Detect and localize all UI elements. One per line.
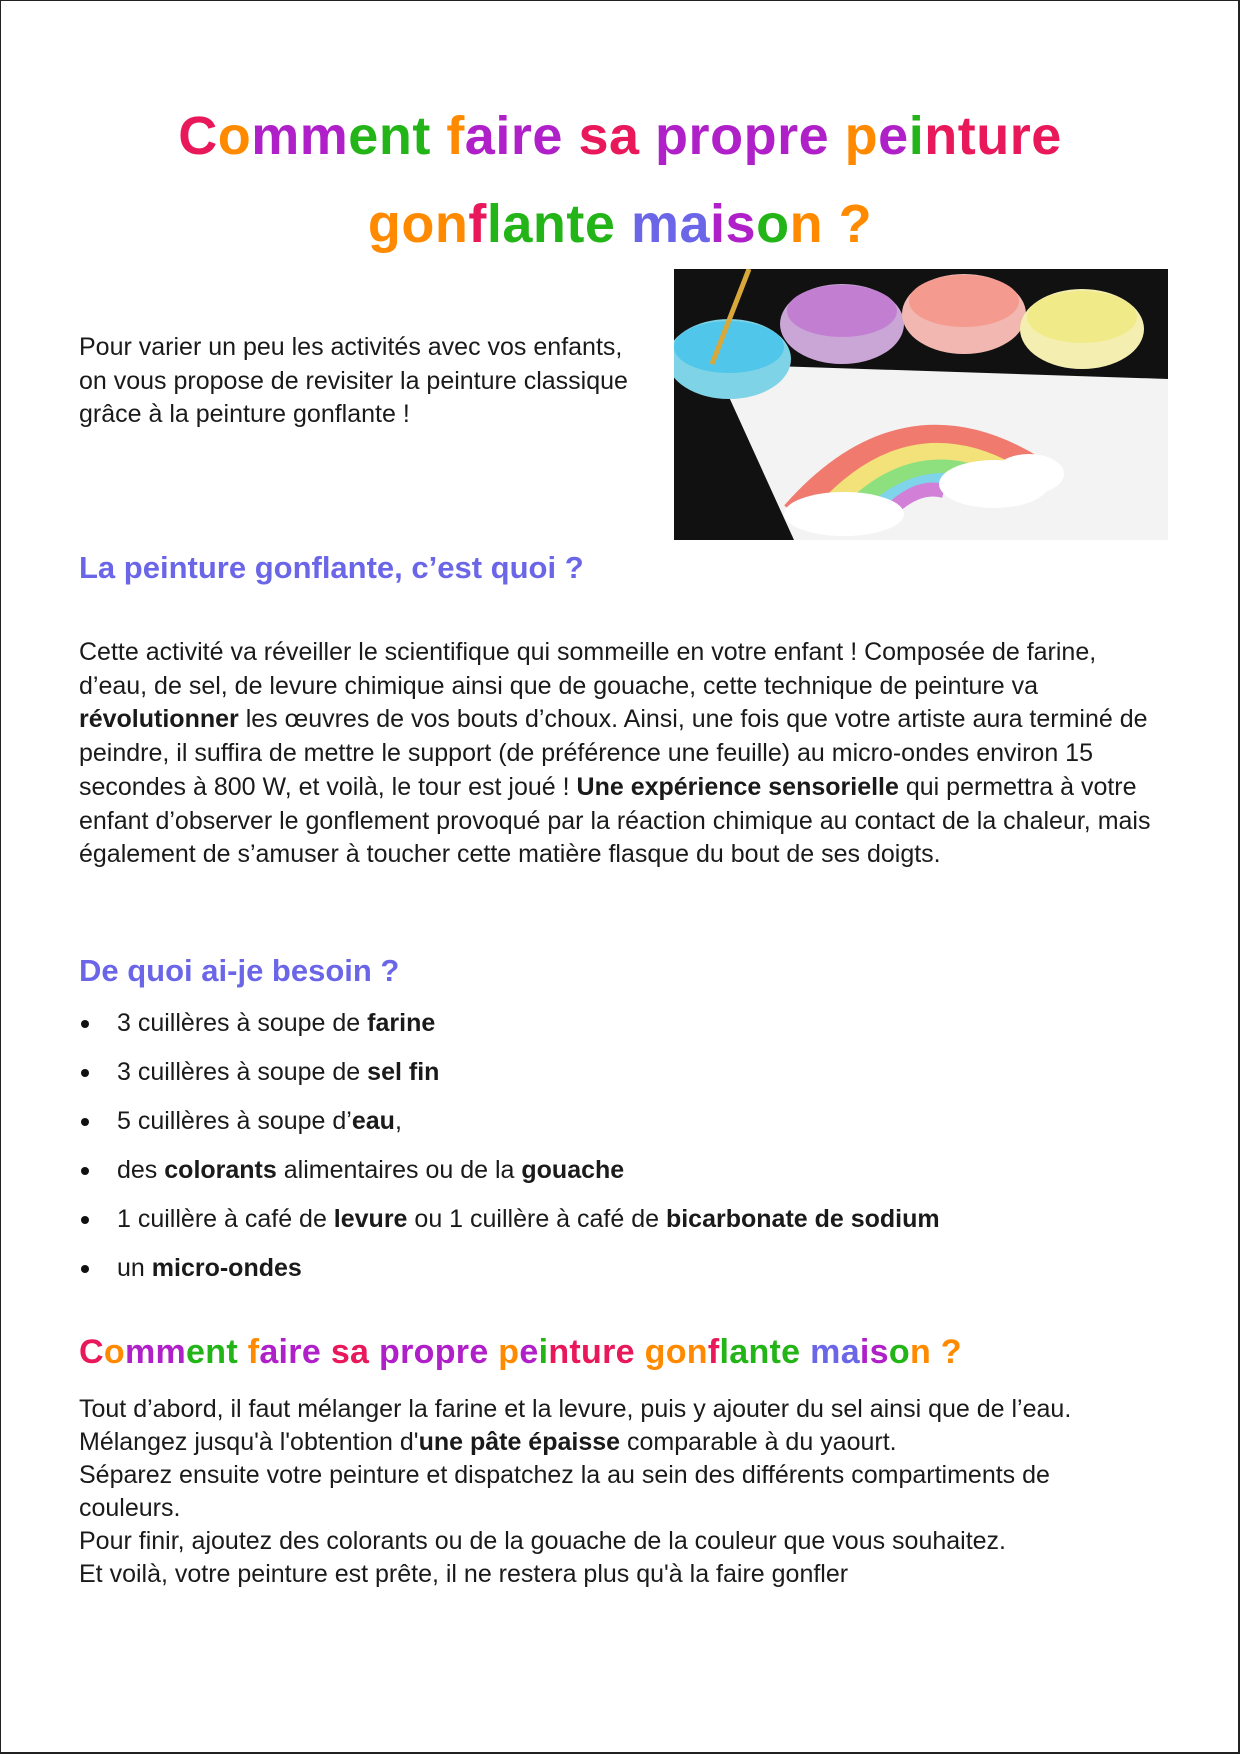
list-item: un micro-ondes: [79, 1248, 940, 1297]
title-letter: u: [976, 106, 1010, 166]
title-letter: n: [909, 1333, 932, 1371]
title-letter: r: [602, 1333, 616, 1371]
title-letter: e: [519, 1333, 539, 1371]
title-letter: o: [103, 1333, 125, 1371]
list-item: 3 cuillères à soupe de sel fin: [79, 1052, 940, 1101]
step-4: Pour finir, ajoutez des colorants ou de la gouache de la couleur que vous souhaitez.: [79, 1527, 1007, 1555]
title-letter: p: [844, 106, 879, 166]
bullet-icon: [81, 1265, 89, 1273]
step-5: Et voilà, votre peinture est prête, il ne restera plus qu'à la faire gonfler: [79, 1560, 849, 1588]
title-letter: o: [888, 1333, 910, 1371]
title-letter: [238, 1333, 248, 1371]
title-letter: r: [777, 106, 799, 166]
title-letter: r: [1009, 106, 1032, 166]
what-is-it-paragraph: Cette activité va réveiller le scientifique qui sommeille en votre enfant ! Composée de farine, d’eau, de sel, de levure chimique ainsi que de gouache, cette technique de peinture va révolutionner les œuvres de vos bouts d’choux. Ainsi, une fois que votre artiste aura terminé de peindre, il suffira de mettre le support (de préférence une feuille) au micro-ondes environ 15 secondes à 800 W, et voilà, le tour est joué ! Une expérience sensorielle qui permettra à votre enfant d’observer le gonflement provoqué par la réaction chimique au contact de la chaleur, mais également de s’amuser à toucher cette matière flasque du bout de ses doigts.: [79, 638, 1151, 869]
step-2: Mélangez jusqu'à l'obtention d'une pâte épaisse comparable à du yaourt.: [79, 1428, 897, 1456]
title-letter: [615, 194, 631, 254]
title-letter: i: [495, 106, 511, 166]
title-letter: C: [178, 106, 218, 166]
title-letter: p: [655, 106, 689, 166]
title-letter: [829, 106, 845, 166]
bullet-icon: [81, 1020, 89, 1028]
intro-paragraph: Pour varier un peu les activités avec vos enfants, on vous propose de revisiter la peinture classique grâce à la peinture gonflante !: [79, 333, 628, 428]
title-letter: r: [688, 106, 711, 166]
title-letter: a: [502, 194, 533, 254]
title-letter: e: [301, 1333, 322, 1371]
title-letter: g: [644, 1333, 666, 1371]
title-letter: C: [79, 1333, 104, 1371]
instructions: [79, 1393, 1139, 1591]
title-letter: i: [278, 1333, 289, 1371]
title-letter: o: [710, 106, 744, 166]
title-letter: s: [869, 1333, 889, 1371]
title-letter: r: [288, 1333, 302, 1371]
title-letter: s: [578, 106, 609, 166]
title-letter: i: [538, 1333, 549, 1371]
title-letter: t: [226, 1333, 238, 1371]
title-letter: n: [548, 1333, 570, 1371]
title-letter: e: [186, 1333, 206, 1371]
title-letter: n: [532, 194, 567, 254]
title-letter: e: [878, 106, 909, 166]
title-letter: e: [532, 106, 563, 166]
title-letter: f: [707, 1333, 720, 1371]
title-letter: r: [510, 106, 533, 166]
title-letter: e: [469, 1333, 489, 1371]
title-letter: [640, 106, 656, 166]
title-letter: t: [957, 106, 977, 166]
title-letter: n: [205, 1333, 227, 1371]
title-letter: m: [630, 194, 680, 254]
title-letter: [369, 1333, 379, 1371]
bullet-icon: [81, 1167, 89, 1175]
title-letter: e: [584, 194, 616, 254]
rainbow-puffy-paint-photo: [674, 269, 1168, 540]
title-letter: r: [455, 1333, 470, 1371]
title-letter: m: [810, 1333, 841, 1371]
title-letter: a: [608, 106, 640, 166]
title-letter: [800, 1333, 810, 1371]
title-letter: f: [468, 194, 487, 254]
bullet-icon: [81, 1069, 89, 1077]
title-letter: p: [743, 106, 778, 166]
title-letter: ?: [940, 1333, 962, 1371]
page-title: [60, 92, 1180, 268]
title-letter: a: [464, 106, 496, 166]
title-letter: a: [679, 194, 711, 254]
title-letter: f: [247, 1333, 260, 1371]
title-letter: u: [581, 1333, 603, 1371]
title-letter: e: [798, 106, 830, 166]
title-letter: n: [686, 1333, 708, 1371]
title-letter: [635, 1333, 645, 1371]
title-letter: l: [719, 1333, 730, 1371]
list-item: 3 cuillères à soupe de farine: [79, 1003, 940, 1052]
title-letter: i: [908, 106, 925, 166]
list-item: 5 cuillères à soupe d’eau,: [79, 1101, 940, 1150]
title-letter: e: [1031, 106, 1062, 166]
title-letter: a: [259, 1333, 279, 1371]
title-letter: m: [155, 1333, 187, 1371]
ingredients-list: [79, 1003, 940, 1297]
bullet-icon: [81, 1216, 89, 1224]
title-letter: m: [251, 106, 300, 166]
bullet-icon: [81, 1118, 89, 1126]
title-letter: p: [434, 1333, 456, 1371]
title-letter: n: [789, 194, 824, 254]
title-letter: n: [434, 194, 469, 254]
title-letter: e: [781, 1333, 801, 1371]
title-letter: [321, 1333, 331, 1371]
title-letter: s: [725, 194, 757, 254]
title-letter: r: [400, 1333, 414, 1371]
title-letter: i: [710, 194, 726, 254]
step-1: Tout d’abord, il faut mélanger la farine et la levure, puis y ajouter du sel ainsi que de l’eau.: [79, 1395, 1072, 1423]
title-letter: a: [350, 1333, 370, 1371]
section-heading-how-to: [79, 1330, 962, 1374]
title-letter: t: [566, 194, 585, 254]
title-letter: o: [665, 1333, 687, 1371]
title-letter: n: [378, 106, 413, 166]
title-letter: [563, 106, 579, 166]
title-letter: [823, 194, 839, 254]
title-letter: [931, 1333, 941, 1371]
page-title-line-2: [368, 194, 872, 254]
title-letter: i: [859, 1333, 870, 1371]
title-letter: a: [840, 1333, 860, 1371]
title-letter: a: [729, 1333, 749, 1371]
title-letter: t: [569, 1333, 582, 1371]
page-title-line-1: [178, 106, 1062, 166]
title-letter: n: [924, 106, 958, 166]
title-letter: o: [217, 106, 252, 166]
title-letter: o: [401, 194, 435, 254]
title-letter: g: [367, 194, 402, 254]
title-letter: [489, 1333, 499, 1371]
section-heading-what-is-it: La peinture gonflante, c’est quoi ?: [79, 550, 584, 585]
step-3: Séparez ensuite votre peinture et dispatchez la au sein des différents compartiments de couleurs.: [79, 1461, 1050, 1522]
title-letter: o: [756, 194, 790, 254]
title-letter: t: [769, 1333, 782, 1371]
section-heading-what-do-i-need: De quoi ai-je besoin ?: [79, 953, 400, 988]
title-letter: m: [124, 1333, 156, 1371]
title-letter: n: [748, 1333, 770, 1371]
title-letter: ?: [838, 194, 873, 254]
title-letter: l: [486, 194, 503, 254]
title-letter: p: [498, 1333, 520, 1371]
title-letter: m: [299, 106, 349, 166]
list-item: des colorants alimentaires ou de la gouache: [79, 1150, 940, 1199]
list-item: 1 cuillère à café de levure ou 1 cuillère à café de bicarbonate de sodium: [79, 1199, 940, 1248]
title-letter: p: [379, 1333, 401, 1371]
title-letter: o: [413, 1333, 435, 1371]
title-letter: [431, 106, 447, 166]
title-letter: e: [615, 1333, 635, 1371]
title-letter: s: [330, 1333, 351, 1371]
title-letter: e: [348, 106, 379, 166]
title-letter: f: [446, 106, 465, 166]
title-letter: t: [412, 106, 431, 166]
